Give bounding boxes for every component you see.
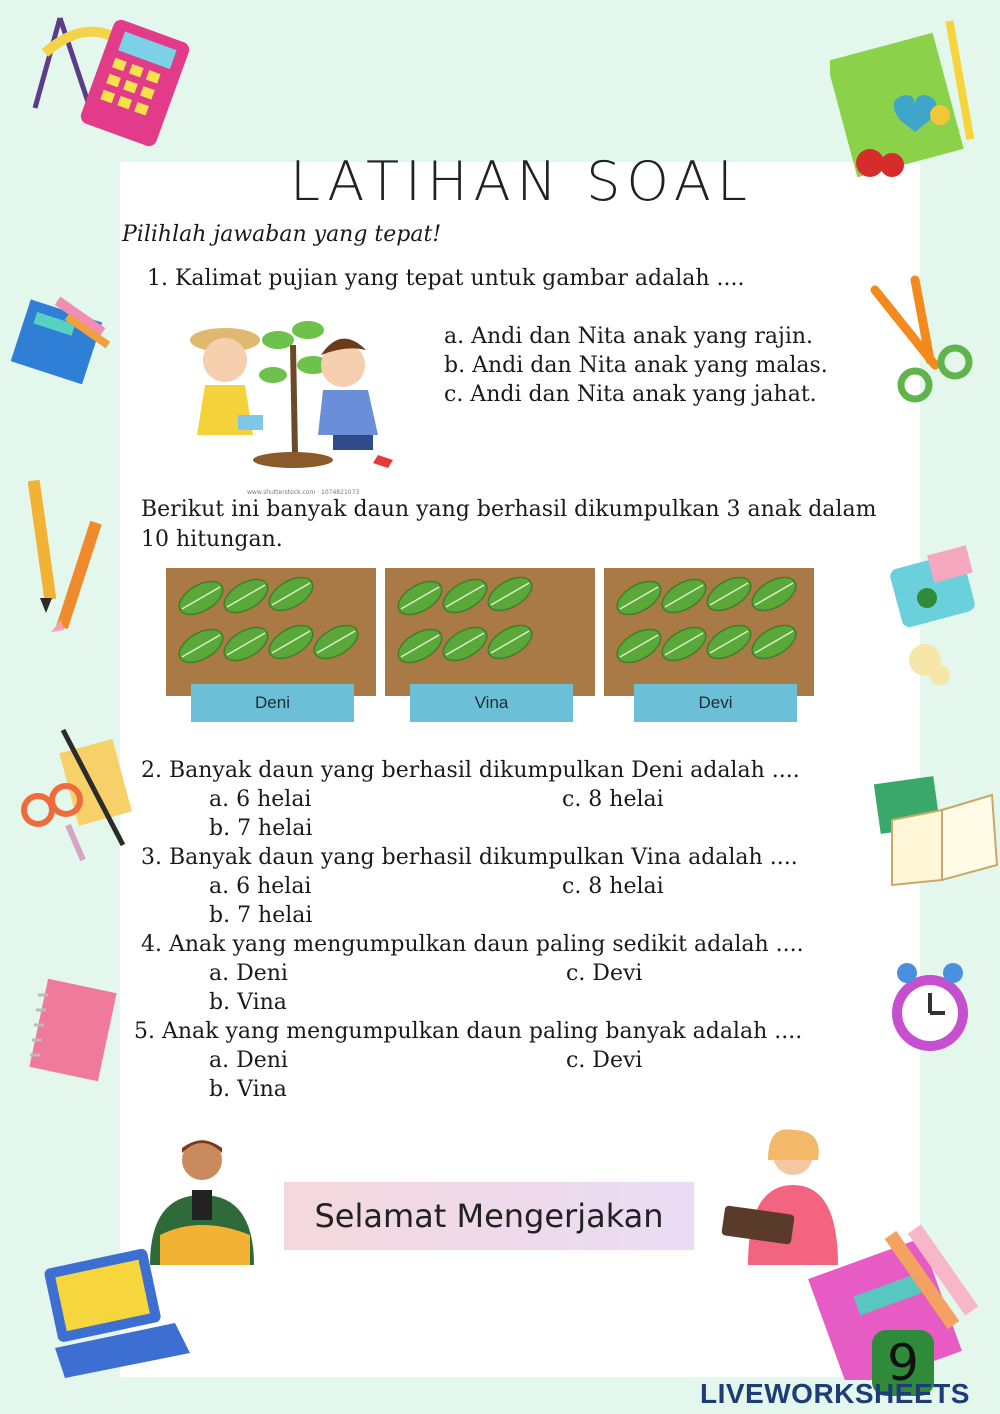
page-number-badge: 9 [872,1330,934,1396]
leaves-devi [604,568,814,696]
leaf-vina-5 [438,621,493,668]
page-title: LATIHAN SOAL [290,150,753,213]
leaf-devi-1 [612,575,667,622]
brand-logo-text: LIVEWORKSHEETS [700,1378,970,1409]
question-4-option-c[interactable]: c. Devi [566,961,643,986]
question-1-option-c[interactable]: c. Andi dan Nita anak yang jahat. [444,382,817,407]
question-1-text: 1. Kalimat pujian yang tepat untuk gambar adalah .... [147,266,745,291]
name-label-deni: Deni [191,684,354,722]
kids-planting-tree-illustration [183,305,398,485]
question-1-option-a[interactable]: a. Andi dan Nita anak yang rajin. [444,324,814,349]
leaf-devi-3 [702,571,757,618]
leaves-deni [166,568,376,696]
question-4-option-a[interactable]: a. Deni [209,961,288,986]
leaf-deni-3 [264,571,319,618]
leaf-devi-4 [747,571,802,618]
leaf-vina-2 [438,573,493,620]
name-label-devi: Devi [634,684,797,722]
leaf-devi-8 [747,619,802,666]
question-5-option-a[interactable]: a. Deni [209,1048,288,1073]
question-2-option-b[interactable]: b. 7 helai [209,816,313,841]
leaf-box-deni [166,568,376,696]
leaf-deni-5 [219,621,274,668]
question-3-option-b[interactable]: b. 7 helai [209,903,313,928]
leaf-deni-1 [174,575,229,622]
closing-banner: Selamat Mengerjakan [284,1182,694,1250]
question-2-option-a[interactable]: a. 6 helai [209,787,312,812]
leaf-devi-2 [657,573,712,620]
question-5-text: 5. Anak yang mengumpulkan daun paling banyak adalah .... [134,1019,803,1044]
leaf-devi-5 [612,623,667,670]
leaf-deni-7 [309,619,364,666]
alarm-clock-illustration [885,945,995,1075]
leaf-deni-2 [219,573,274,620]
leaf-deni-6 [264,619,319,666]
open-book-illustration [872,770,1000,890]
question-2-text: 2. Banyak daun yang berhasil dikumpulkan Deni adalah .... [141,758,800,783]
scissors-paperclip-illustration [8,725,133,865]
question-1-option-b[interactable]: b. Andi dan Nita anak yang malas. [444,353,828,378]
leaf-devi-7 [702,619,757,666]
leaf-vina-1 [393,575,448,622]
leaf-box-devi [604,568,814,696]
pencils-illustration [28,470,108,640]
question-4-option-b[interactable]: b. Vina [209,990,287,1015]
question-3-option-c[interactable]: c. 8 helai [562,874,664,899]
question-5-option-c[interactable]: c. Devi [566,1048,643,1073]
pink-notebook-illustration [18,975,128,1085]
question-5-option-b[interactable]: b. Vina [209,1077,287,1102]
question-3-text: 3. Banyak daun yang berhasil dikumpulkan Vina adalah .... [141,845,798,870]
question-3-option-a[interactable]: a. 6 helai [209,874,312,899]
calculator-illustration [20,8,190,148]
leaf-devi-6 [657,621,712,668]
question-2-option-c[interactable]: c. 8 helai [562,787,664,812]
books-illustration [8,285,123,385]
notebook-illustration [830,15,990,185]
laptop-illustration [35,1248,195,1383]
boy-with-phone-illustration [140,1135,265,1265]
image-source-caption: www.shutterstock.com · 1074821073 [247,489,360,496]
leaf-deni-4 [174,623,229,670]
question-4-text: 4. Anak yang mengumpulkan daun paling sedikit adalah .... [141,932,804,957]
name-label-vina: Vina [410,684,573,722]
sharpener-illustration [885,540,995,690]
scissors-illustration [860,270,980,410]
instruction-text: Pilihlah jawaban yang tepat! [122,222,442,247]
leaf-box-vina [385,568,595,696]
leaf-vina-4 [393,623,448,670]
passage-line-1: Berikut ini banyak daun yang berhasil dikumpulkan 3 anak dalam [141,497,877,522]
leaf-vina-3 [483,571,538,618]
leaves-vina [385,568,595,696]
passage-line-2: 10 hitungan. [141,527,283,552]
leaf-vina-6 [483,619,538,666]
